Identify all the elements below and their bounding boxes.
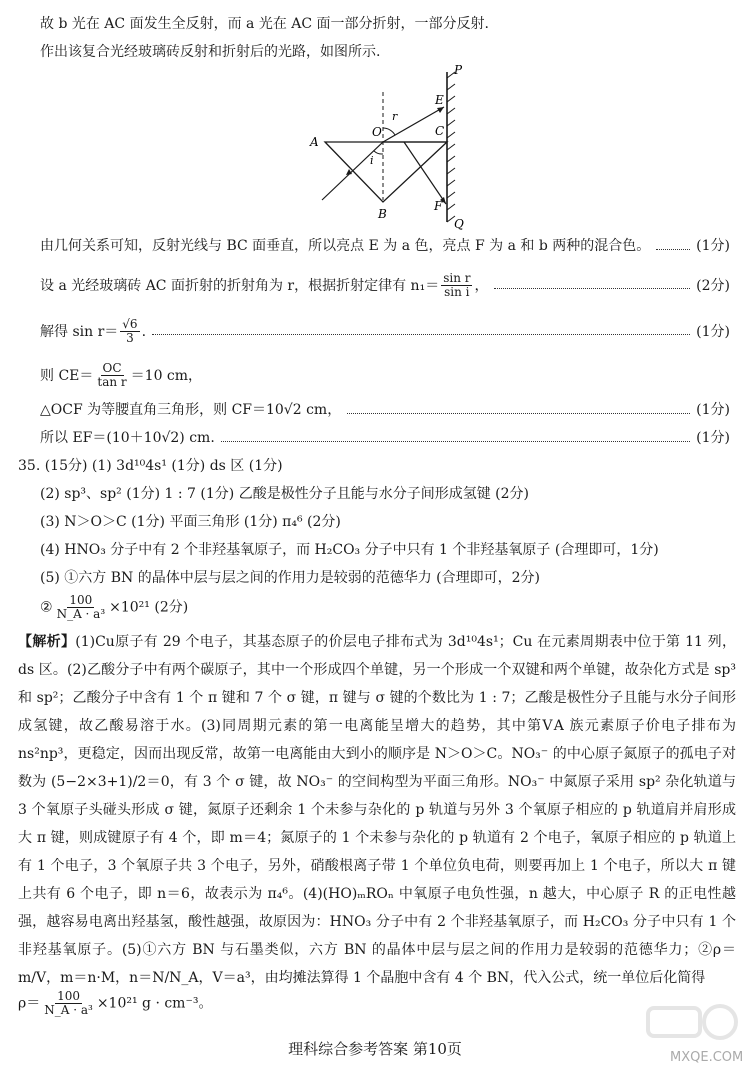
solution-row-5: △OCF 为等腰直角三角形，则 CF＝10√2 cm， (1分) (40, 402, 730, 418)
solution-row-4: 则 CE＝ $\frac{OC}{\text{tan r}}$ ＝10 cm， (40, 361, 203, 389)
angle-arc-r (383, 128, 395, 135)
page-footer: 理科综合参考答案 第10页 (288, 1040, 462, 1058)
angle-arc-i (374, 151, 383, 154)
watermark-text: MXQE.COM (670, 1050, 744, 1065)
q35-line-3: (3) N＞O＞C (1分) 平面三角形 (1分) π₄⁶ (2分) (40, 514, 341, 530)
fraction: $\frac{\text{sin r}}{\text{sin i}}$ (443, 271, 471, 299)
label-E: E (435, 93, 444, 107)
analysis-final-formula: ρ＝ $\frac{100}{\text{N\_A · a³}}$ ×10²¹ g · cm⁻³。 (18, 989, 213, 1017)
incident-ray (322, 142, 383, 200)
label-C: C (435, 124, 445, 138)
solution-row-6: 所以 EF＝(10＋10√2) cm. (1分) (40, 430, 730, 446)
analysis-paragraph (18, 628, 736, 992)
fraction: $\frac{√6}{3}$ (122, 317, 138, 345)
solution-row-3: 解得 sin r＝ $\frac{√6}{3}$ . (1分) (40, 317, 730, 345)
intro-line-2: 作出该复合光经玻璃砖反射和折射后的光路，如图所示. (40, 44, 381, 60)
label-i: i (370, 154, 374, 167)
q35-line-6: ② $\frac{100}{\text{N\_A · a³}}$ ×10²¹ (2分) (40, 593, 189, 621)
solution-row-2: 设 a 光经玻璃砖 AC 面折射的折射角为 r，根据折射定律有 n₁＝ $\frac{\text{sin r}}{\text{sin i}}$ ， (2分) (40, 271, 730, 299)
label-B: B (378, 207, 387, 221)
label-A: A (310, 135, 319, 149)
label-r: r (392, 110, 398, 123)
mirror-hatching (447, 72, 455, 222)
fraction: $\frac{OC}{\text{tan r}}$ (97, 361, 127, 389)
label-Q: Q (454, 217, 464, 231)
fraction: $\frac{100}{\text{N\_A · a³}}$ (56, 593, 106, 621)
label-P: P (454, 63, 463, 77)
label-F: F (434, 199, 443, 213)
q35-line-4: (4) HNO₃ 分子中有 2 个非羟基氧原子，而 H₂CO₃ 分子中只有 1 个非羟基氧原子 (合理即可，1分) (40, 542, 659, 558)
q35-line-5: (5) ①六方 BN 的晶体中层与层之间的作用力是较弱的范德华力 (合理即可，2分) (40, 570, 540, 586)
analysis-label: 【解析】 (18, 634, 76, 650)
intro-line-1: 故 b 光在 AC 面发生全反射，而 a 光在 AC 面一部分折射，一部分反射. (40, 16, 490, 32)
q35-line-2: (2) sp³、sp² (1分) 1 : 7 (1分) 乙酸是极性分子且能与水分子间形成氢键 (2分) (40, 486, 529, 502)
solution-row-1: 由几何关系可知，反射光线与 BC 面垂直，所以亮点 E 为 a 色，亮点 F 为 a 和 b 两种的混合色。 (1分) (40, 238, 730, 254)
prism-triangle (325, 142, 447, 202)
analysis-text: (1)Cu原子有 29 个电子，其基态原子的价层电子排布式为 3d¹⁰4s¹；Cu 在元素周期表中位于第 11 列，ds 区。(2)乙酸分子中有两个碳原子，其中一个形成四个单键，另一个形成一个双键和两个单键，故杂化方式是 sp³ 和 sp²；乙酸分子中含有 1 个 π 键和 7 个 σ 键，π 键与 σ 键的个数比为 1 : 7；乙酸是极性分子且能与水分子间形成氢键，故乙酸易溶于水。(3)同周期元素的第一电离能呈增大的趋势，其中第ⅤA 族元素原子价电子排布为 ns²np³，更稳定，因而出现反常，故第一电离能由大到小的顺序是 N＞O＞C。NO₃⁻ 的中心原子氮原子的孤电子对数为 (5−2×3+1)/2＝0，有 3 个 σ 键，故 NO₃⁻ 的空间构型为平面三角形。NO₃⁻ 中氮原子采用 sp² 杂化轨道与 3 个氧原子头碰头形成 σ 键，氮原子还剩余 1 个未参与杂化的 p 轨道与另外 3 个氧原子相应的 p 轨道肩并肩形成大 π 键，则成键原子有 4 个，即 m＝4；氮原子的 1 个未参与杂化的 p 轨道有 2 个电子，氧原子相应的 p 轨道上有 1 个电子，3 个氧原子共 3 个电子，另外，硝酸根离子带 1 个单位负电荷，则要再加上 1 个电子，所以大 π 键上共有 6 个电子，即 n＝6，故表示为 π₄⁶。(4)(HO)ₘROₙ 中氧原子电负性强，n 越大，中心原子 R 的正电性越强，越容易电离出羟基氢，酸性越强，故原因为：HNO₃ 分子中有 2 个非羟基氧原子，而 H₂CO₃ 分子中只有 1 个非羟基氧原子。(5)①六方 BN 与石墨类似，六方 BN 的晶体中层与层之间的作用力是较弱的范德华力；②ρ＝m/V，m＝n·M，n＝N/N_A，V＝a³，由均摊法算得 1 个晶胞中含有 4 个 BN，代入公式，统一单位后化简得 (18, 634, 736, 986)
label-O: O (372, 125, 382, 139)
reflected-ray-2 (404, 142, 446, 204)
fraction: $\frac{100}{\text{N\_A · a³}}$ (44, 989, 93, 1017)
optics-diagram (300, 62, 480, 232)
q35-line-1: 35. (15分) (1) 3d¹⁰4s¹ (1分) ds 区 (1分) (18, 458, 283, 474)
